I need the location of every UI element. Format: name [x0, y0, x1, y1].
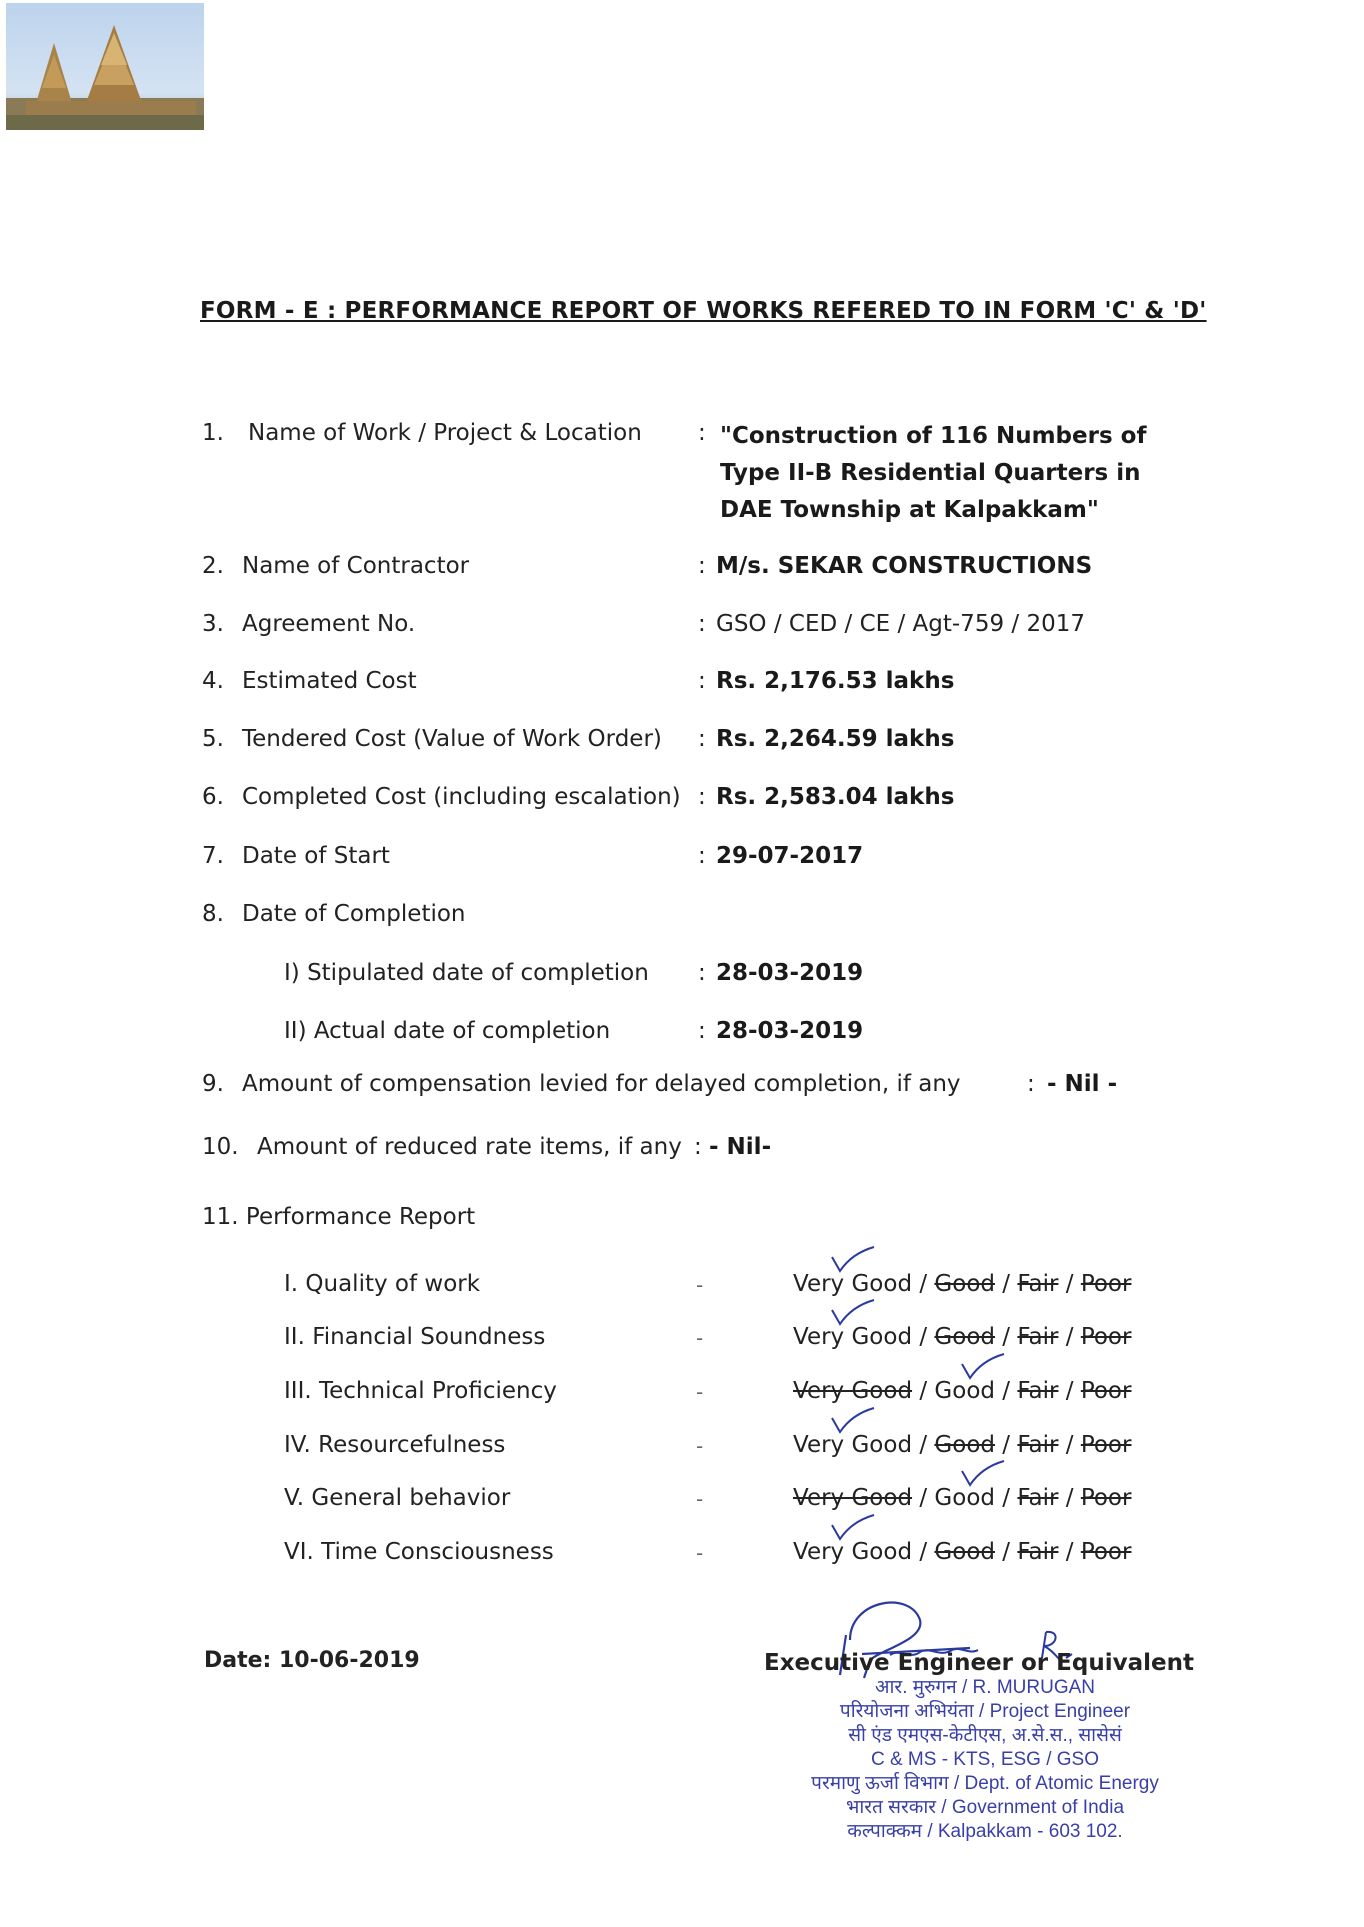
rating-separator: /: [995, 1432, 1018, 1458]
rating-separator: /: [912, 1485, 935, 1511]
rating-struck: Very Good: [793, 1485, 913, 1511]
rating-selected: Very Good: [793, 1432, 913, 1458]
item-number: 3.: [202, 611, 224, 637]
rating-separator: /: [1058, 1271, 1081, 1297]
performance-criterion: I. Quality of work: [284, 1271, 481, 1297]
performance-criterion: VI. Time Consciousness: [284, 1539, 554, 1565]
rating-separator: /: [995, 1324, 1018, 1350]
item-value: Rs. 2,176.53 lakhs: [716, 668, 955, 694]
signatory-title: Executive Engineer or Equivalent: [764, 1650, 1194, 1676]
rating-struck: Poor: [1080, 1539, 1132, 1565]
item-label: Date of Start: [242, 843, 390, 869]
rating-struck: Good: [934, 1539, 995, 1565]
page-title: FORM - E : PERFORMANCE REPORT OF WORKS REFERED TO IN FORM 'C' & 'D': [200, 298, 1207, 324]
rating-struck: Very Good: [793, 1378, 913, 1404]
rating-separator: /: [912, 1378, 935, 1404]
rating-separator: /: [912, 1271, 935, 1297]
check-mark-icon: [830, 1406, 876, 1436]
rating-selected: Good: [934, 1378, 995, 1404]
rating-struck: Fair: [1017, 1324, 1059, 1350]
item-number: 2.: [202, 553, 224, 579]
rating-separator: /: [995, 1539, 1018, 1565]
rating-struck: Good: [934, 1432, 995, 1458]
rating-separator: /: [1058, 1539, 1081, 1565]
rating-struck: Good: [934, 1324, 995, 1350]
item-value: - Nil-: [709, 1134, 772, 1160]
performance-dash: -: [696, 1541, 704, 1565]
rating-separator: /: [1058, 1432, 1081, 1458]
completion-label: II) Actual date of completion: [284, 1018, 611, 1044]
performance-criterion: II. Financial Soundness: [284, 1324, 546, 1350]
rating-struck: Fair: [1017, 1271, 1059, 1297]
performance-criterion: IV. Resourcefulness: [284, 1432, 506, 1458]
item-label: Amount of reduced rate items, if any: [257, 1134, 682, 1160]
item-colon: :: [698, 726, 706, 752]
stamp-line: कल्पाक्कम / Kalpakkam - 603 102.: [847, 1821, 1123, 1842]
completion-label: I) Stipulated date of completion: [284, 960, 649, 986]
item-colon: :: [698, 611, 706, 637]
rating-struck: Fair: [1017, 1378, 1059, 1404]
item-value: - Nil -: [1047, 1071, 1118, 1097]
item-colon: :: [698, 843, 706, 869]
item-label: Estimated Cost: [242, 668, 417, 694]
item-colon: :: [698, 784, 706, 810]
item-number: 5.: [202, 726, 224, 752]
item-label: Name of Contractor: [242, 553, 470, 579]
check-mark-icon: [960, 1459, 1006, 1489]
official-stamp: [770, 1676, 1200, 1844]
rating-separator: /: [995, 1378, 1018, 1404]
item-label: Date of Completion: [242, 901, 466, 927]
stamp-line: भारत सरकार / Government of India: [845, 1797, 1125, 1818]
rating-separator: /: [1058, 1324, 1081, 1350]
check-mark-icon: [830, 1513, 876, 1543]
rating-struck: Fair: [1017, 1432, 1059, 1458]
item-value: "Construction of 116 Numbers of Type II-B Residential Quarters in DAE Township at Kalpakkam": [720, 423, 1147, 523]
performance-criterion: III. Technical Proficiency: [284, 1378, 557, 1404]
item-value: Rs. 2,583.04 lakhs: [716, 784, 955, 810]
check-mark-icon: [830, 1298, 876, 1328]
rating-struck: Good: [934, 1271, 995, 1297]
item-number: 10.: [202, 1134, 239, 1160]
item-number: 1.: [202, 420, 224, 446]
performance-dash: -: [696, 1487, 704, 1511]
item-value: GSO / CED / CE / Agt-759 / 2017: [716, 611, 1085, 637]
performance-criterion: V. General behavior: [284, 1485, 511, 1511]
rating-struck: Fair: [1017, 1485, 1059, 1511]
item-number: 6.: [202, 784, 224, 810]
item-number: 4.: [202, 668, 224, 694]
performance-dash: -: [696, 1326, 704, 1350]
completion-colon: :: [698, 960, 706, 986]
item-value: M/s. SEKAR CONSTRUCTIONS: [716, 553, 1093, 579]
performance-dash: -: [696, 1434, 704, 1458]
item-colon: :: [698, 668, 706, 694]
rating-separator: /: [1058, 1378, 1081, 1404]
rating-separator: /: [1058, 1485, 1081, 1511]
item-number: 8.: [202, 901, 224, 927]
temple-photo-icon: [6, 3, 204, 130]
stamp-line: C & MS - KTS, ESG / GSO: [870, 1749, 1100, 1770]
rating-selected: Very Good: [793, 1324, 913, 1350]
item-number: 9.: [202, 1071, 224, 1097]
item-value: Rs. 2,264.59 lakhs: [716, 726, 955, 752]
performance-dash: -: [696, 1273, 704, 1297]
rating-separator: /: [995, 1271, 1018, 1297]
item-colon: :: [694, 1134, 702, 1160]
item-colon: :: [1027, 1071, 1035, 1097]
rating-selected: Good: [934, 1485, 995, 1511]
item-label: Name of Work / Project & Location: [248, 420, 642, 446]
stamp-line: परियोजना अभियंता / Project Engineer: [839, 1701, 1131, 1722]
rating-separator: /: [912, 1539, 935, 1565]
rating-struck: Poor: [1080, 1324, 1132, 1350]
item-label: Tendered Cost (Value of Work Order): [242, 726, 662, 752]
item-label: Agreement No.: [242, 611, 416, 637]
item-colon: :: [698, 420, 706, 446]
rating-struck: Fair: [1017, 1539, 1059, 1565]
item-number: 7.: [202, 843, 224, 869]
rating-struck: Poor: [1080, 1271, 1132, 1297]
completion-value: 28-03-2019: [716, 1018, 864, 1044]
performance-dash: -: [696, 1380, 704, 1404]
stamp-line: परमाणु ऊर्जा विभाग / Dept. of Atomic Energy: [811, 1773, 1159, 1794]
item-colon: :: [698, 553, 706, 579]
check-mark-icon: [960, 1352, 1006, 1382]
item-label: Completed Cost (including escalation): [242, 784, 681, 810]
rating-selected: Very Good: [793, 1271, 913, 1297]
item-value: 29-07-2017: [716, 843, 864, 869]
check-mark-icon: [830, 1245, 876, 1275]
item-label: Amount of compensation levied for delayed completion, if any: [242, 1071, 961, 1097]
report-date: Date: 10-06-2019: [204, 1648, 420, 1673]
rating-struck: Poor: [1080, 1485, 1132, 1511]
rating-separator: /: [995, 1485, 1018, 1511]
stamp-line: आर. मुरुगन / R. MURUGAN: [875, 1677, 1095, 1698]
stamp-line: सी एंड एमएस-केटीएस, अ.से.स., सासेसं: [848, 1725, 1122, 1746]
rating-struck: Poor: [1080, 1432, 1132, 1458]
rating-selected: Very Good: [793, 1539, 913, 1565]
rating-struck: Poor: [1080, 1378, 1132, 1404]
completion-colon: :: [698, 1018, 706, 1044]
rating-separator: /: [912, 1432, 935, 1458]
rating-separator: /: [912, 1324, 935, 1350]
completion-value: 28-03-2019: [716, 960, 864, 986]
item-11-heading: 11. Performance Report: [202, 1204, 476, 1230]
